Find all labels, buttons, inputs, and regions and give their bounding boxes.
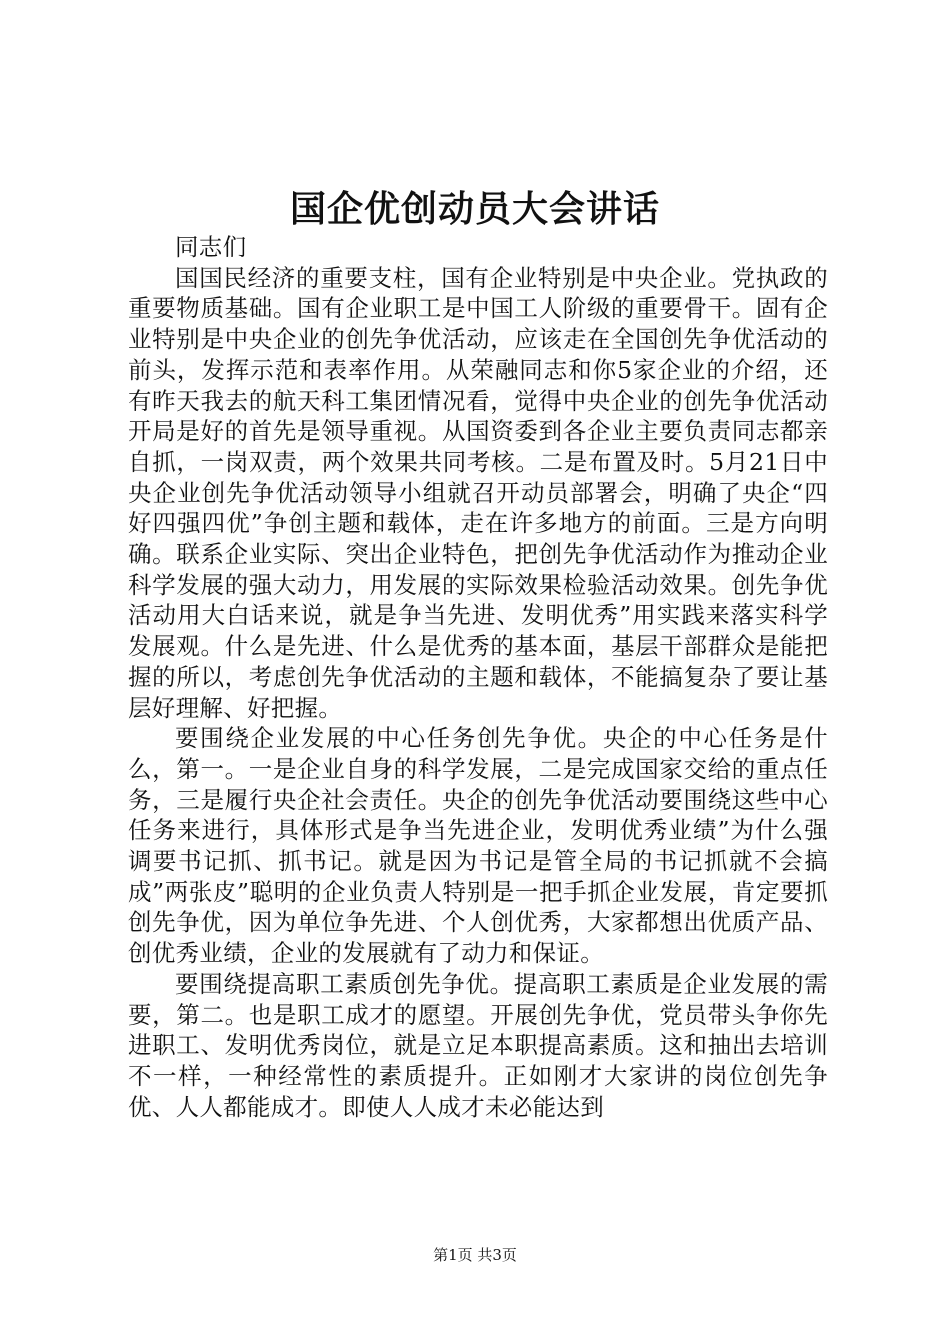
body-paragraph-2: 要围绕企业发展的中心任务创先争优。央企的中心任务是什么，第一。一是企业自身的科学发展，二是完成国家交给的重点任务，三是履行央企社会责任。央企的创先争优活动要围绕这些中心任务来进行，具体形式是争当先进企业，发明优秀业绩”为什么强调要书记抓、抓书记。就是因为书记是管全局的书记抓就不会搞成”两张皮”聪明的企业负责人特别是一把手抓企业发展，肯定要抓创先争优，因为单位争先进、个人创优秀，大家都想出优质产品、创优秀业绩，企业的发展就有了动力和保证。 <box>128 724 828 968</box>
body-paragraph-1: 国国民经济的重要支柱，国有企业特别是中央企业。党执政的重要物质基础。国有企业职工是中国工人阶级的重要骨干。固有企业特别是中央企业的创先争优活动，应该走在全国创先争优活动的前头，发挥示范和表率作用。从荣融同志和你5家企业的介绍，还有昨天我去的航天科工集团情况看，觉得中央企业的创先争优活动开局是好的首先是领导重视。从国资委到各企业主要负责同志都亲自抓，一岗双责，两个效果共同考核。二是布置及时。5月21日中央企业创先争优活动领导小组就召开动员部署会，明确了央企“四好四强四优”争创主题和载体，走在许多地方的前面。三是方向明确。联系企业实际、突出企业特色，把创先争优活动作为推动企业科学发展的强大动力，用发展的实际效果检验活动效果。创先争优活动用大白话来说，就是争当先进、发明优秀”用实践来落实科学发展观。什么是先进、什么是优秀的基本面，基层干部群众是能把握的所以，考虑创先争优活动的主题和载体，不能搞复杂了要让基层好理解、好把握。 <box>128 263 828 722</box>
page-footer: 第1页 共3页 <box>433 1246 517 1264</box>
salutation-paragraph: 同志们 <box>175 233 247 261</box>
document-title: 国企优创动员大会讲话 <box>289 188 660 230</box>
body-paragraph-3: 要围绕提高职工素质创先争优。提高职工素质是企业发展的需要，第二。也是职工成才的愿望。开展创先争优，党员带头争你先进职工、发明优秀岗位，就是立足本职提高素质。这和抽出去培训不一样，一种经常性的素质提升。正如刚才大家讲的岗位创先争优、人人都能成才。即使人人成才未必能达到 <box>128 969 828 1121</box>
document-body <box>128 232 828 1122</box>
